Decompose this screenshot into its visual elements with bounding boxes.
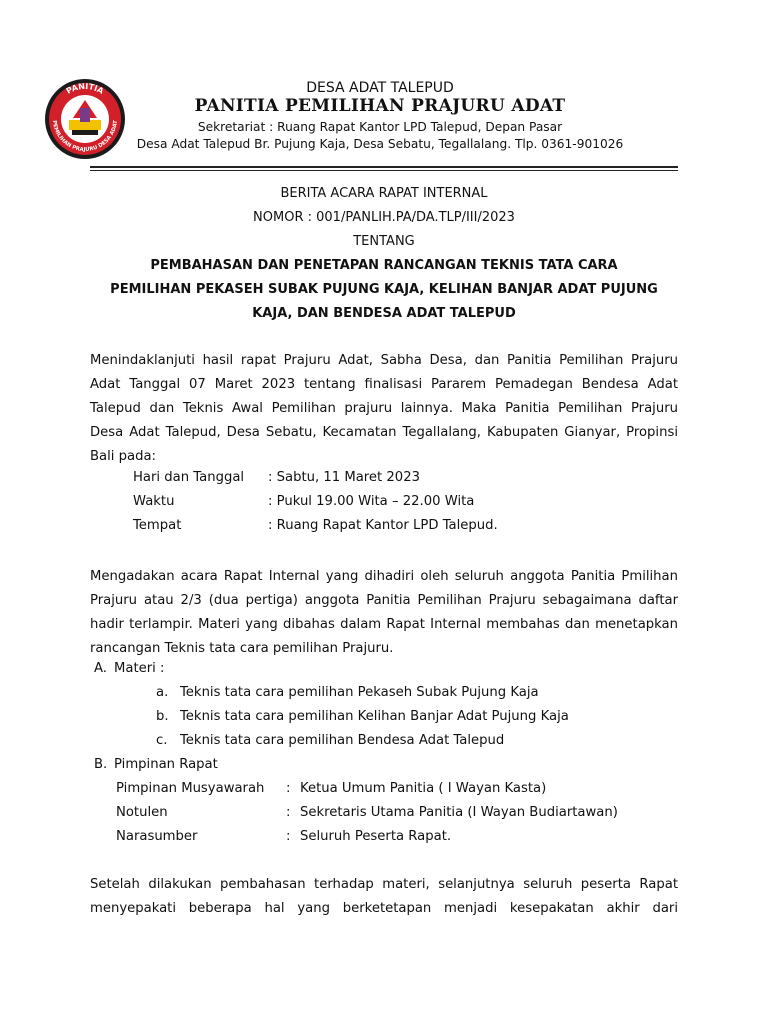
leadership-value: Sekretaris Utama Panitia (I Wayan Budiartawan) [300, 805, 618, 820]
list-item [156, 685, 539, 700]
paragraph-line: Adat Tanggal 07 Maret 2023 tentang finalisasi Pararem Pemadegan Bendesa Adat [90, 377, 678, 392]
letterhead-secretariat: Sekretariat : Ruang Rapat Kantor LPD Talepud, Depan Pasar [197, 120, 563, 134]
letterhead-address: Desa Adat Talepud Br. Pujung Kaja, Desa Sebatu, Tegallalang. Tlp. 0361-901026 [136, 137, 624, 151]
letterhead-committee: PANITIA PEMILIHAN PRAJURU ADAT [194, 96, 566, 116]
list-item-text: Teknis tata cara pemilihan Pekaseh Subak Pujung Kaja [180, 685, 539, 700]
document-about: TENTANG [353, 234, 415, 249]
leadership-row [116, 829, 451, 844]
schedule-row [133, 494, 474, 509]
section-a-heading [94, 661, 164, 676]
logo-bottom-text: PEMILIHAN PRAJURU DESA ADAT [50, 120, 120, 154]
leadership-label: Pimpinan Musyawarah [116, 781, 265, 796]
leadership-value: Ketua Umum Panitia ( I Wayan Kasta) [300, 781, 547, 796]
section-marker: A. [94, 661, 107, 676]
paragraph-line: Mengadakan acara Rapat Internal yang dihadiri oleh seluruh anggota Panitia Pmilihan [90, 569, 678, 584]
list-marker: b. [156, 709, 169, 724]
panitia-logo-icon [44, 78, 126, 160]
list-item-text: Teknis tata cara pemilihan Kelihan Banjar Adat Pujung Kaja [180, 709, 569, 724]
list-marker: c. [156, 733, 168, 748]
paragraph-line: Desa Adat Talepud, Desa Sebatu, Kecamatan Tegallalang, Kabupaten Gianyar, Propinsi [90, 425, 678, 440]
leadership-separator: : [286, 781, 291, 796]
subject-line: PEMBAHASAN DAN PENETAPAN RANCANGAN TEKNIS TATA CARA [150, 258, 618, 273]
leadership-separator: : [286, 829, 291, 844]
leadership-label: Narasumber [116, 829, 198, 844]
paragraph-line: Setelah dilakukan pembahasan terhadap materi, selanjutnya seluruh peserta Rapat [90, 877, 678, 892]
closing-paragraph [90, 873, 678, 921]
list-item-text: Teknis tata cara pemilihan Bendesa Adat Talepud [180, 733, 505, 748]
paragraph-line: Menindaklanjuti hasil rapat Prajuru Adat, Sabha Desa, dan Panitia Pemilihan Prajuru [90, 353, 678, 368]
subject-line: KAJA, DAN BENDESA ADAT TALEPUD [252, 306, 516, 321]
section-title: Materi : [114, 661, 165, 676]
section-marker: B. [94, 757, 108, 772]
schedule-row [133, 470, 420, 485]
schedule-label: Waktu [133, 494, 175, 509]
paragraph-line: hadir terlampir. Materi yang dibahas dalam Rapat Internal membahas dan menetapkan [90, 617, 678, 632]
leadership-separator: : [286, 805, 291, 820]
schedule-value: : Ruang Rapat Kantor LPD Talepud. [268, 518, 498, 533]
subject-line: PEMILIHAN PEKASEH SUBAK PUJUNG KAJA, KELIHAN BANJAR ADAT PUJUNG [110, 282, 658, 297]
leadership-row [116, 805, 618, 820]
paragraph-line: Bali pada: [90, 449, 156, 464]
paragraph-line: rancangan Teknis tata cara pemilihan Prajuru. [90, 641, 394, 656]
section-title: Pimpinan Rapat [114, 757, 218, 772]
leadership-label: Notulen [116, 805, 168, 820]
schedule-value: : Sabtu, 11 Maret 2023 [268, 470, 420, 485]
paragraph-line: Talepud dan Teknis Awal Pemilihan prajuru lainnya. Maka Panitia Pemilihan Prajuru [90, 401, 678, 416]
logo-top-text: PANITIA [64, 81, 106, 96]
letterhead-village: DESA ADAT TALEPUD [306, 80, 454, 96]
schedule-value: : Pukul 19.00 Wita – 22.00 Wita [268, 494, 475, 509]
leadership-value: Seluruh Peserta Rapat. [300, 829, 452, 844]
schedule-label: Hari dan Tanggal [133, 470, 245, 485]
opening-paragraph [90, 349, 678, 469]
meeting-paragraph [90, 565, 678, 661]
letterhead-divider-thin [90, 170, 678, 171]
document-number: NOMOR : 001/PANLIH.PA/DA.TLP/III/2023 [253, 210, 515, 225]
leadership-row [116, 781, 546, 796]
schedule-label: Tempat [133, 518, 182, 533]
paragraph-line: Prajuru atau 2/3 (dua pertiga) anggota Panitia Pemilihan Prajuru sebagaimana daftar [90, 593, 678, 608]
list-item [156, 709, 569, 724]
letterhead-divider [90, 166, 678, 168]
schedule-row [133, 518, 498, 533]
list-marker: a. [156, 685, 169, 700]
document-type: BERITA ACARA RAPAT INTERNAL [280, 186, 488, 201]
section-b-heading [94, 757, 218, 772]
list-item [156, 733, 504, 748]
paragraph-line: menyepakati beberapa hal yang berketetapan menjadi kesepakatan akhir dari [90, 901, 678, 916]
